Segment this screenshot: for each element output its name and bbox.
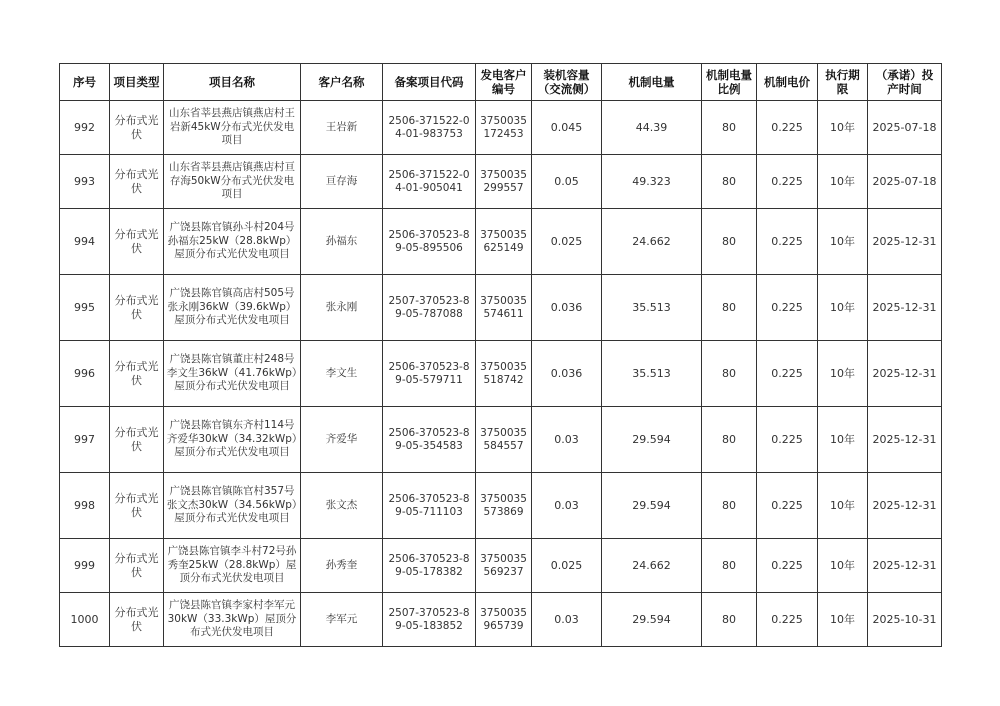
cell-project-name: 广饶县陈官镇东齐村114号齐爱华30kW（34.32kWp）屋顶分布式光伏发电项目 [164,407,301,473]
cell-ratio: 80 [702,209,757,275]
cell-seq: 993 [60,155,110,209]
cell-code: 2506-371522-04-01-905041 [383,155,476,209]
cell-ratio: 80 [702,473,757,539]
cell-capacity: 0.025 [532,209,602,275]
cell-energy: 29.594 [602,473,702,539]
cell-capacity: 0.03 [532,473,602,539]
cell-customer-no: 3750035518742 [476,341,532,407]
header-type: 项目类型 [110,64,164,101]
cell-type: 分布式光伏 [110,275,164,341]
cell-ratio: 80 [702,275,757,341]
cell-capacity: 0.036 [532,275,602,341]
table-row [60,101,942,155]
cell-energy: 49.323 [602,155,702,209]
cell-customer: 李文生 [301,341,383,407]
cell-seq: 999 [60,539,110,593]
cell-date: 2025-12-31 [868,539,942,593]
cell-type: 分布式光伏 [110,593,164,647]
cell-customer-no: 3750035569237 [476,539,532,593]
table-row [60,539,942,593]
cell-period: 10年 [818,209,868,275]
cell-code: 2506-370523-89-05-895506 [383,209,476,275]
cell-energy: 35.513 [602,341,702,407]
cell-period: 10年 [818,593,868,647]
cell-code: 2506-370523-89-05-711103 [383,473,476,539]
cell-code: 2507-370523-89-05-787088 [383,275,476,341]
table-row [60,275,942,341]
cell-date: 2025-07-18 [868,101,942,155]
cell-code: 2507-370523-89-05-183852 [383,593,476,647]
cell-capacity: 0.03 [532,407,602,473]
cell-project-name: 广饶县陈官镇李家村李军元30kW（33.3kWp）屋顶分布式光伏发电项目 [164,593,301,647]
cell-customer: 王岩新 [301,101,383,155]
cell-price: 0.225 [757,275,818,341]
cell-project-name: 广饶县陈官镇孙斗村204号孙福东25kW（28.8kWp）屋顶分布式光伏发电项目 [164,209,301,275]
header-price: 机制电价 [757,64,818,101]
table-row [60,155,942,209]
cell-code: 2506-370523-89-05-579711 [383,341,476,407]
cell-capacity: 0.036 [532,341,602,407]
cell-capacity: 0.03 [532,593,602,647]
cell-customer: 齐爱华 [301,407,383,473]
cell-date: 2025-12-31 [868,407,942,473]
cell-type: 分布式光伏 [110,539,164,593]
cell-energy: 29.594 [602,407,702,473]
header-name: 项目名称 [164,64,301,101]
cell-customer: 孙福东 [301,209,383,275]
cell-period: 10年 [818,155,868,209]
project-table [59,63,942,647]
cell-customer: 孙秀奎 [301,539,383,593]
cell-price: 0.225 [757,155,818,209]
header-ratio: 机制电量比例 [702,64,757,101]
cell-ratio: 80 [702,101,757,155]
cell-period: 10年 [818,101,868,155]
cell-energy: 24.662 [602,539,702,593]
table-row [60,473,942,539]
cell-seq: 992 [60,101,110,155]
cell-code: 2506-370523-89-05-354583 [383,407,476,473]
cell-type: 分布式光伏 [110,407,164,473]
cell-energy: 24.662 [602,209,702,275]
table-header-row [60,64,942,101]
cell-energy: 29.594 [602,593,702,647]
cell-customer-no: 3750035965739 [476,593,532,647]
cell-period: 10年 [818,275,868,341]
table-row [60,593,942,647]
cell-date: 2025-12-31 [868,473,942,539]
cell-date: 2025-12-31 [868,341,942,407]
cell-energy: 35.513 [602,275,702,341]
header-energy: 机制电量 [602,64,702,101]
cell-price: 0.225 [757,341,818,407]
cell-code: 2506-370523-89-05-178382 [383,539,476,593]
cell-customer: 张永刚 [301,275,383,341]
cell-ratio: 80 [702,593,757,647]
cell-customer: 亘存海 [301,155,383,209]
cell-customer-no: 3750035574611 [476,275,532,341]
cell-price: 0.225 [757,101,818,155]
cell-customer-no: 3750035172453 [476,101,532,155]
table-row [60,341,942,407]
cell-date: 2025-12-31 [868,209,942,275]
cell-project-name: 广饶县陈官镇高店村505号张永刚36kW（39.6kWp）屋顶分布式光伏发电项目 [164,275,301,341]
cell-price: 0.225 [757,539,818,593]
cell-customer: 张文杰 [301,473,383,539]
cell-project-name: 广饶县陈官镇董庄村248号李文生36kW（41.76kWp）屋顶分布式光伏发电项目 [164,341,301,407]
cell-seq: 997 [60,407,110,473]
cell-price: 0.225 [757,407,818,473]
header-customer-no: 发电客户编号 [476,64,532,101]
cell-customer-no: 3750035573869 [476,473,532,539]
cell-price: 0.225 [757,473,818,539]
cell-seq: 994 [60,209,110,275]
cell-seq: 995 [60,275,110,341]
cell-type: 分布式光伏 [110,155,164,209]
cell-code: 2506-371522-04-01-983753 [383,101,476,155]
cell-date: 2025-07-18 [868,155,942,209]
cell-period: 10年 [818,407,868,473]
cell-project-name: 山东省莘县燕店镇燕店村亘存海50kW分布式光伏发电项目 [164,155,301,209]
header-customer: 客户名称 [301,64,383,101]
cell-period: 10年 [818,341,868,407]
cell-project-name: 广饶县陈官镇陈官村357号张文杰30kW（34.56kWp）屋顶分布式光伏发电项目 [164,473,301,539]
cell-period: 10年 [818,539,868,593]
cell-type: 分布式光伏 [110,101,164,155]
cell-type: 分布式光伏 [110,209,164,275]
cell-energy: 44.39 [602,101,702,155]
cell-capacity: 0.05 [532,155,602,209]
cell-seq: 1000 [60,593,110,647]
cell-seq: 998 [60,473,110,539]
table-row [60,407,942,473]
header-capacity: 装机容量（交流侧） [532,64,602,101]
cell-type: 分布式光伏 [110,341,164,407]
cell-ratio: 80 [702,155,757,209]
cell-ratio: 80 [702,341,757,407]
header-period: 执行期限 [818,64,868,101]
cell-price: 0.225 [757,209,818,275]
cell-type: 分布式光伏 [110,473,164,539]
cell-project-name: 山东省莘县燕店镇燕店村王岩新45kW分布式光伏发电项目 [164,101,301,155]
cell-capacity: 0.045 [532,101,602,155]
cell-customer-no: 3750035625149 [476,209,532,275]
cell-project-name: 广饶县陈官镇李斗村72号孙秀奎25kW（28.8kWp）屋顶分布式光伏发电项目 [164,539,301,593]
cell-customer: 李军元 [301,593,383,647]
cell-customer-no: 3750035299557 [476,155,532,209]
cell-date: 2025-10-31 [868,593,942,647]
header-code: 备案项目代码 [383,64,476,101]
table-row [60,209,942,275]
cell-ratio: 80 [702,407,757,473]
cell-period: 10年 [818,473,868,539]
cell-seq: 996 [60,341,110,407]
cell-ratio: 80 [702,539,757,593]
cell-price: 0.225 [757,593,818,647]
cell-capacity: 0.025 [532,539,602,593]
cell-date: 2025-12-31 [868,275,942,341]
header-seq: 序号 [60,64,110,101]
header-date: （承诺）投产时间 [868,64,942,101]
cell-customer-no: 3750035584557 [476,407,532,473]
